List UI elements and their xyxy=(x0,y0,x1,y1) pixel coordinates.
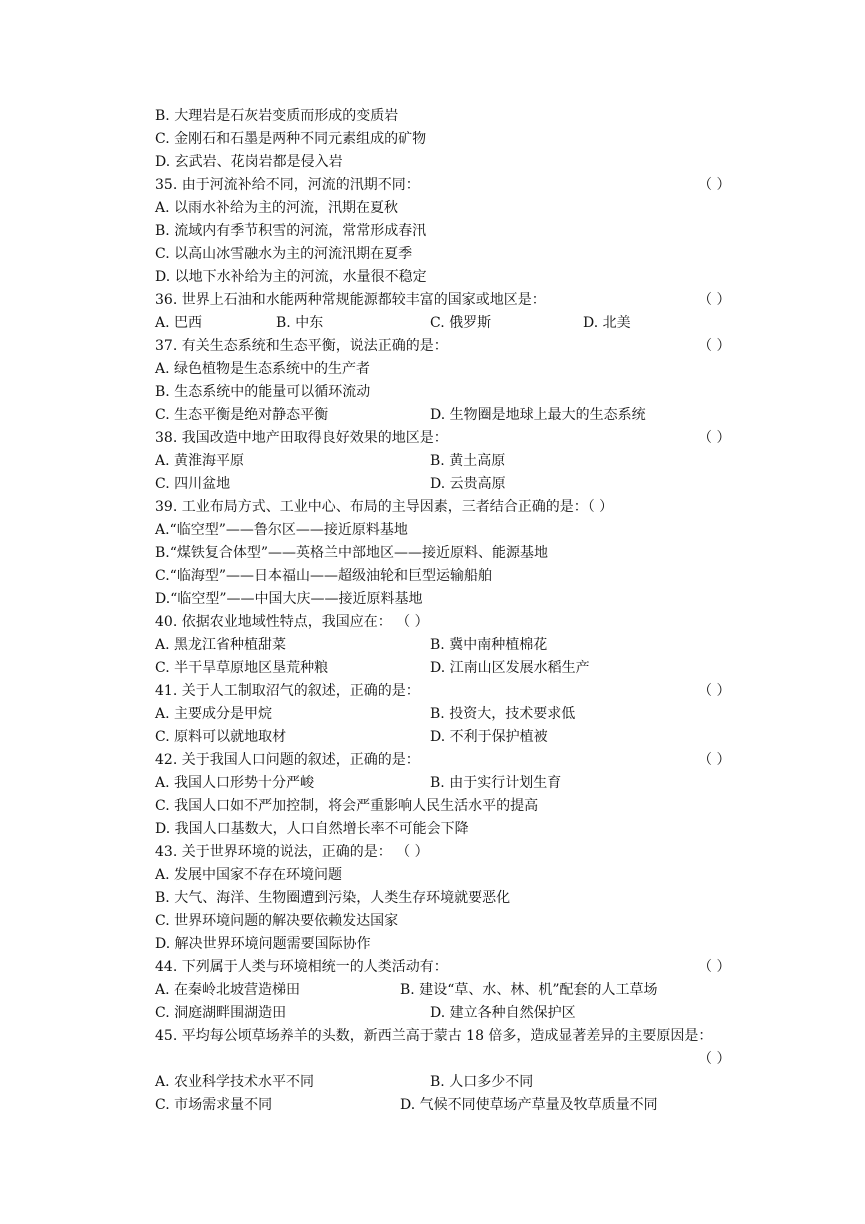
q42-stem: 42. 关于我国人口问题的叙述，正确的是： xyxy=(155,752,420,768)
q44-option-a: A. 在秦岭北坡营造梯田 xyxy=(155,982,301,998)
q43-option-a: A. 发展中国家不存在环境问题 xyxy=(155,867,343,883)
q40-option-c: C. 半干旱草原地区垦荒种粮 xyxy=(155,660,329,676)
q41-option-b: B. 投资大，技术要求低 xyxy=(430,706,576,722)
q37-option-d: D. 生物圈是地球上最大的生态系统 xyxy=(430,407,646,423)
q39-option-b: B.“煤铁复合体型”——英格兰中部地区——接近原料、能源基地 xyxy=(155,545,549,561)
q44-answer-blank: （ ） xyxy=(698,959,731,975)
q45-option-c: C. 市场需求量不同 xyxy=(155,1097,273,1113)
q44-option-b: B. 建设“草、水、林、机”配套的人工草场 xyxy=(400,982,658,998)
q42-option-d: D. 我国人口基数大，人口自然增长率不可能会下降 xyxy=(155,821,469,837)
q41-option-d: D. 不利于保护植被 xyxy=(430,729,548,745)
q38-option-a: A. 黄淮海平原 xyxy=(155,453,245,469)
q40-option-d: D. 江南山区发展水稻生产 xyxy=(430,660,590,676)
q42-option-b: B. 由于实行计划生育 xyxy=(430,775,562,791)
q41-stem: 41. 关于人工制取沼气的叙述，正确的是： xyxy=(155,683,420,699)
q44-option-c: C. 洞庭湖畔围湖造田 xyxy=(155,1005,287,1021)
q35-option-d: D. 以地下水补给为主的河流，水量很不稳定 xyxy=(155,269,427,285)
q41-option-a: A. 主要成分是甲烷 xyxy=(155,706,273,722)
q37-stem: 37. 有关生态系统和生态平衡，说法正确的是： xyxy=(155,338,448,354)
q45-option-b: B. 人口多少不同 xyxy=(430,1074,534,1090)
q34-option-c: C. 金刚石和石墨是两种不同元素组成的矿物 xyxy=(155,131,427,147)
q42-answer-blank: （ ） xyxy=(698,752,731,768)
q36-option-a: A. 巴西 xyxy=(155,315,203,331)
q40-stem: 40. 依据农业地域性特点，我国应在： （ ） xyxy=(155,614,429,630)
q43-option-c: C. 世界环境问题的解决要依赖发达国家 xyxy=(155,913,399,929)
q45-option-d: D. 气候不同使草场产草量及牧草质量不同 xyxy=(400,1097,658,1113)
q36-option-b: B. 中东 xyxy=(276,315,324,331)
q35-stem: 35. 由于河流补给不同，河流的汛期不同： xyxy=(155,177,420,193)
q43-stem: 43. 关于世界环境的说法，正确的是： （ ） xyxy=(155,844,429,860)
q40-option-b: B. 冀中南种植棉花 xyxy=(430,637,548,653)
q39-option-d: D.“临空型”——中国大庆——接近原料基地 xyxy=(155,591,423,607)
q35-option-b: B. 流域内有季节积雪的河流，常常形成春汛 xyxy=(155,223,427,239)
q44-stem: 44. 下列属于人类与环境相统一的人类活动有： xyxy=(155,959,448,975)
q37-answer-blank: （ ） xyxy=(698,338,731,354)
q44-option-d: D. 建立各种自然保护区 xyxy=(430,1005,576,1021)
q38-answer-blank: （ ） xyxy=(698,430,731,446)
q36-option-c: C. 俄罗斯 xyxy=(430,315,492,331)
q35-answer-blank: （ ） xyxy=(698,177,731,193)
q41-option-c: C. 原料可以就地取材 xyxy=(155,729,287,745)
q45-stem: 45. 平均每公顷草场养羊的头数，新西兰高于蒙古 18 倍多，造成显著差异的主要原因是： xyxy=(155,1028,713,1044)
q43-option-d: D. 解决世界环境问题需要国际协作 xyxy=(155,936,371,952)
q34-option-d: D. 玄武岩、花岗岩都是侵入岩 xyxy=(155,154,343,170)
q36-answer-blank: （ ） xyxy=(698,292,731,308)
q42-option-c: C. 我国人口如不严加控制，将会严重影响人民生活水平的提高 xyxy=(155,798,539,814)
q38-option-c: C. 四川盆地 xyxy=(155,476,231,492)
q37-option-c: C. 生态平衡是绝对静态平衡 xyxy=(155,407,329,423)
q42-option-a: A. 我国人口形势十分严峻 xyxy=(155,775,315,791)
q39-option-c: C.“临海型”——日本福山——超级油轮和巨型运输船舶 xyxy=(155,568,492,584)
q45-answer-blank: （ ） xyxy=(698,1051,731,1067)
q38-option-d: D. 云贵高原 xyxy=(430,476,506,492)
q45-option-a: A. 农业科学技术水平不同 xyxy=(155,1074,315,1090)
q36-option-d: D. 北美 xyxy=(583,315,631,331)
q37-option-a: A. 绿色植物是生态系统中的生产者 xyxy=(155,361,371,377)
q40-option-a: A. 黑龙江省种植甜菜 xyxy=(155,637,287,653)
q41-answer-blank: （ ） xyxy=(698,683,731,699)
q38-option-b: B. 黄土高原 xyxy=(430,453,506,469)
q38-stem: 38. 我国改造中地产田取得良好效果的地区是： xyxy=(155,430,448,446)
q43-option-b: B. 大气、海洋、生物圈遭到污染，人类生存环境就要恶化 xyxy=(155,890,511,906)
q34-option-b: B. 大理岩是石灰岩变质而形成的变质岩 xyxy=(155,108,399,124)
q35-option-c: C. 以高山冰雪融水为主的河流汛期在夏季 xyxy=(155,246,413,262)
q39-stem: 39. 工业布局方式、工业中心、布局的主导因素，三者结合正确的是：（ ） xyxy=(155,499,614,515)
q35-option-a: A. 以雨水补给为主的河流，汛期在夏秋 xyxy=(155,200,399,216)
q37-option-b: B. 生态系统中的能量可以循环流动 xyxy=(155,384,371,400)
q36-stem: 36. 世界上石油和水能两种常规能源都较丰富的国家或地区是： xyxy=(155,292,546,308)
q39-option-a: A.“临空型”——鲁尔区——接近原料基地 xyxy=(155,522,408,538)
